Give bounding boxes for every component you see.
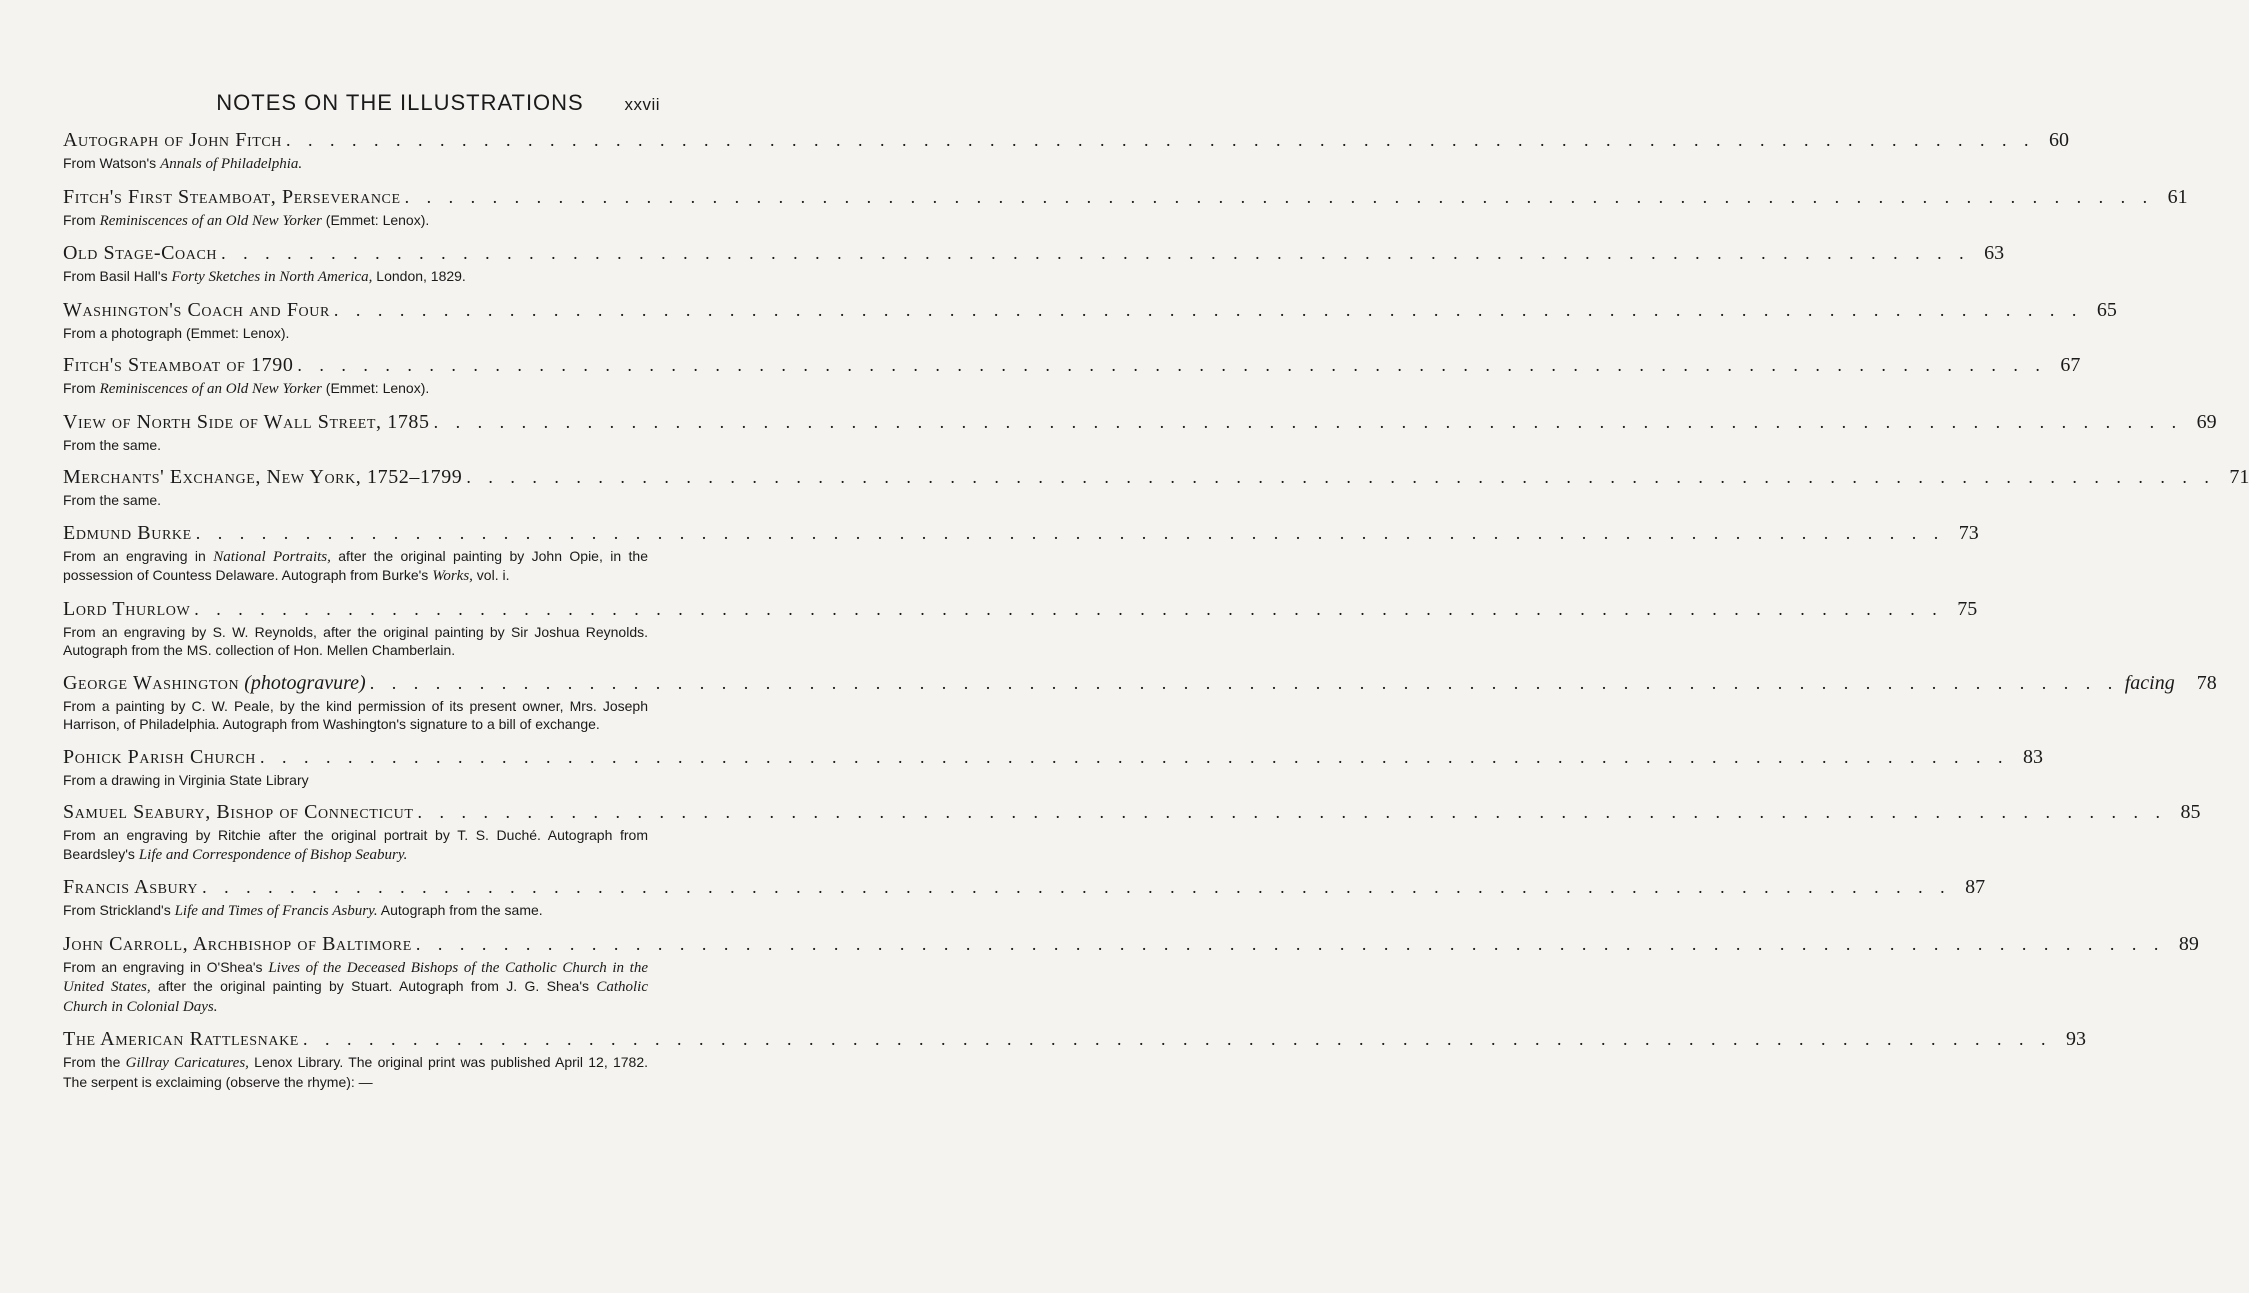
- entry-title: Francis Asbury: [63, 876, 199, 898]
- entry-title-suffix: (photogravure): [239, 671, 366, 694]
- entry-page-number: 89: [2178, 932, 2199, 955]
- dot-leader: . . . . . . . . . . . . . . . . . . . . . . . . . . . . . . . . . . . . . . . . . . . . . . . . . . . . . . . . . . . . . . . . . . . . . . . . . . . . . . . .: [286, 130, 2036, 150]
- entry-title: Samuel Seabury, Bishop of Connecticut: [63, 801, 414, 823]
- entry-title: Autograph of John Fitch: [63, 129, 283, 151]
- entry-note: [63, 697, 656, 734]
- entry-note: [63, 623, 656, 660]
- list-item: [63, 875, 1986, 921]
- note-text: Forty Sketches in North America,: [171, 269, 373, 285]
- entry-page-number: 93: [2065, 1028, 2086, 1050]
- note-text: Gillray Caricatures,: [125, 1055, 249, 1071]
- dot-leader: . . . . . . . . . . . . . . . . . . . . . . . . . . . . . . . . . . . . . . . . . . . . . . . . . . . . . . . . . . . . . . . . . . . . . . . . . . . . . . . .: [194, 598, 1944, 619]
- entry-page-number: 63: [1984, 242, 2005, 264]
- note-text: (Emmet: Lenox).: [321, 380, 430, 396]
- running-header: [0, 90, 800, 120]
- entry-heading: [63, 932, 2199, 957]
- note-text: From a photograph (Emmet: Lenox).: [63, 324, 290, 341]
- list-item: [63, 671, 2217, 734]
- entry-heading: [63, 745, 2043, 770]
- entry-title: George Washington (photogravure): [63, 671, 366, 694]
- entry-page-number: 61: [2167, 185, 2188, 208]
- note-text: Works,: [432, 568, 473, 584]
- note-text: From: [63, 380, 100, 396]
- page-number: xxvii: [624, 95, 660, 114]
- dot-leader: . . . . . . . . . . . . . . . . . . . . . . . . . . . . . . . . . . . . . . . . . . . . . . . . . . . . . . . . . . . . . . . . . . . . . . . . . . . . . . . .: [202, 877, 1952, 897]
- entry-heading: [63, 875, 1986, 900]
- dot-leader: . . . . . . . . . . . . . . . . . . . . . . . . . . . . . . . . . . . . . . . . . . . . . . . . . . . . . . . . . . . . . . . . . . . . . . . . . . . . . . . .: [333, 299, 2083, 320]
- entry-heading: [63, 353, 2081, 378]
- list-item: [63, 1027, 2086, 1091]
- dot-leader: . . . . . . . . . . . . . . . . . . . . . . . . . . . . . . . . . . . . . . . . . . . . . . . . . . . . . . . . . . . . . . . . . . . . . . . . . . . . . . . .: [297, 355, 2047, 375]
- entry-heading: [63, 298, 2117, 323]
- entry-note: [63, 958, 656, 1017]
- entry-title: Fitch's First Steamboat, Perseverance: [63, 185, 401, 208]
- entry-page-number: 83: [2022, 745, 2043, 768]
- list-item: [63, 241, 2005, 287]
- note-text: From: [63, 211, 100, 228]
- page-title: NOTES ON THE ILLUSTRATIONS: [216, 90, 584, 115]
- note-text: From the: [63, 1054, 126, 1070]
- entry-title: Lord Thurlow: [63, 597, 191, 620]
- list-item: [63, 932, 2199, 1017]
- list-item: [63, 410, 2217, 455]
- entry-page-number: 85: [2180, 801, 2201, 823]
- note-text: From Basil Hall's: [63, 268, 172, 284]
- entry-note: [63, 324, 656, 343]
- entry-note: [63, 211, 656, 231]
- note-text: Life and Correspondence of Bishop Seabury.: [138, 846, 408, 863]
- entry-heading: [63, 241, 2005, 266]
- entry-heading: [63, 521, 1979, 546]
- entry-heading: [63, 800, 2201, 825]
- list-item: [63, 128, 2070, 174]
- note-text: From an engraving by S. W. Reynolds, after the original painting by Sir Joshua Reynolds. Autograph from the MS. collection of Hon. Mellen Chamberlain.: [63, 623, 648, 658]
- note-text: Annals of Philadelphia.: [160, 156, 303, 172]
- entry-page-number: 73: [1958, 521, 1979, 544]
- entry-title: View of North Side of Wall Street, 1785: [63, 410, 430, 433]
- note-text: From an engraving by Ritchie after the original portrait by T. S. Duché. Autograph from Beardsley's: [63, 827, 648, 862]
- entry-title: Pohick Parish Church: [63, 745, 256, 768]
- note-text: (Emmet: Lenox).: [321, 211, 430, 228]
- entry-title: Edmund Burke: [63, 521, 192, 544]
- note-text: From Watson's: [63, 155, 161, 171]
- facing-label: facing: [2124, 671, 2175, 694]
- note-text: Catholic Church in Colonial Days.: [63, 979, 649, 1015]
- entry-title: Merchants' Exchange, New York, 1752–1799: [63, 466, 463, 488]
- note-text: From an engraving in: [63, 547, 214, 564]
- entry-heading: [63, 465, 2249, 490]
- entry-note: [63, 901, 656, 921]
- dot-leader: . . . . . . . . . . . . . . . . . . . . . . . . . . . . . . . . . . . . . . . . . . . . . . . . . . . . . . . . . . . . . . . . . . . . . . . . . . . . . . . .: [417, 802, 2167, 822]
- entry-page-number: 75: [1957, 597, 1978, 620]
- entry-title: Fitch's Steamboat of 1790: [63, 354, 294, 376]
- entry-note: [63, 436, 656, 455]
- entry-heading: [63, 1027, 2086, 1052]
- entry-title: Old Stage-Coach: [63, 242, 218, 264]
- list-item: [63, 465, 2249, 510]
- note-text: after the original painting by John Opie, in the possession of Countess Delaware. Autograph from Burke's: [63, 547, 648, 583]
- dot-leader: . . . . . . . . . . . . . . . . . . . . . . . . . . . . . . . . . . . . . . . . . . . . . . . . . . . . . . . . . . . . . . . . . . . . . . . . . . . . . . . .: [302, 1029, 2052, 1049]
- note-text: Reminiscences of an Old New Yorker: [99, 381, 322, 397]
- entry-note: [63, 491, 656, 510]
- list-item: [63, 521, 1979, 586]
- entry-page-number: 65: [2096, 298, 2117, 321]
- entry-page-number: 69: [2196, 410, 2217, 433]
- entry-title: John Carroll, Archbishop of Baltimore: [63, 932, 412, 955]
- entry-title: The American Rattlesnake: [63, 1028, 299, 1050]
- illustrations-list: [63, 128, 2249, 1102]
- list-item: [63, 353, 2081, 399]
- dot-leader: . . . . . . . . . . . . . . . . . . . . . . . . . . . . . . . . . . . . . . . . . . . . . . . . . . . . . . . . . . . . . . . . . . . . . . . . . . . . . . . .: [415, 933, 2165, 954]
- note-text: Life and Times of Francis Asbury.: [174, 903, 378, 919]
- dot-leader: . . . . . . . . . . . . . . . . . . . . . . . . . . . . . . . . . . . . . . . . . . . . . . . . . . . . . . . . . . . . . . . . . . . . . . . . . . . . . . . .: [195, 522, 1945, 543]
- note-text: Lenox Library. The original print was published April 12, 1782. The serpent is exclaiming (observe the rhyme): —: [63, 1054, 648, 1090]
- dot-leader: . . . . . . . . . . . . . . . . . . . . . . . . . . . . . . . . . . . . . . . . . . . . . . . . . . . . . . . . . . . . . . . . . . . . . . . . . . . . . . . .: [221, 243, 1971, 263]
- list-item: [63, 745, 2043, 790]
- dot-leader: . . . . . . . . . . . . . . . . . . . . . . . . . . . . . . . . . . . . . . . . . . . . . . . . . . . . . . . . . . . . . . . . . . . . . . . . . . . . . . . .: [259, 746, 2009, 767]
- note-text: From an engraving in O'Shea's: [63, 958, 269, 975]
- note-text: From a painting by C. W. Peale, by the kind permission of its present owner, Mrs. Joseph Harrison, of Philadelphia. Autograph from Washington's signature to a bill of exchange.: [63, 697, 648, 732]
- entry-note: [63, 771, 656, 790]
- note-text: Reminiscences of an Old New Yorker: [99, 212, 322, 229]
- note-text: Lives of the Deceased Bishops of the Catholic Church in the United States,: [63, 959, 648, 995]
- entry-page-number: 60: [2049, 129, 2070, 151]
- entry-note: [63, 547, 656, 586]
- entry-heading: [63, 597, 1978, 622]
- entry-note: [63, 154, 656, 174]
- note-text: National Portraits,: [213, 548, 331, 565]
- note-text: London, 1829.: [372, 268, 466, 284]
- entry-page-number: 87: [1965, 876, 1986, 898]
- entry-note: [63, 379, 656, 399]
- entry-page-number: 71: [2229, 466, 2249, 488]
- list-item: [63, 298, 2117, 343]
- dot-leader: . . . . . . . . . . . . . . . . . . . . . . . . . . . . . . . . . . . . . . . . . . . . . . . . . . . . . . . . . . . . . . . . . . . . . . . . . . . . . . . .: [404, 186, 2154, 207]
- entry-page-number: 78: [2196, 671, 2217, 694]
- entry-page-number: 67: [2060, 354, 2081, 376]
- entry-note: [63, 267, 656, 287]
- entry-heading: [63, 128, 2070, 153]
- entry-title: Washington's Coach and Four: [63, 298, 330, 321]
- entry-note: [63, 826, 656, 864]
- dot-leader: . . . . . . . . . . . . . . . . . . . . . . . . . . . . . . . . . . . . . . . . . . . . . . . . . . . . . . . . . . . . . . . . . . . . . . . . . . . . . . . .: [369, 672, 2119, 693]
- note-text: From the same.: [63, 436, 162, 453]
- dot-leader: . . . . . . . . . . . . . . . . . . . . . . . . . . . . . . . . . . . . . . . . . . . . . . . . . . . . . . . . . . . . . . . . . . . . . . . . . . . . . . . .: [466, 467, 2216, 487]
- entry-note: [63, 1053, 656, 1091]
- note-text: after the original painting by Stuart. Autograph from J. G. Shea's: [150, 978, 597, 994]
- list-item: [63, 800, 2201, 864]
- entry-heading: [63, 671, 2217, 696]
- note-text: vol. i.: [472, 567, 510, 583]
- note-text: From a drawing in Virginia State Library: [63, 771, 309, 788]
- dot-leader: . . . . . . . . . . . . . . . . . . . . . . . . . . . . . . . . . . . . . . . . . . . . . . . . . . . . . . . . . . . . . . . . . . . . . . . . . . . . . . . .: [433, 411, 2183, 432]
- note-text: Autograph from the same.: [377, 902, 543, 918]
- list-item: [63, 185, 2188, 231]
- entry-heading: [63, 410, 2217, 435]
- note-text: From the same.: [63, 492, 162, 508]
- entry-heading: [63, 185, 2188, 210]
- note-text: From Strickland's: [63, 902, 175, 918]
- list-item: [63, 597, 1978, 660]
